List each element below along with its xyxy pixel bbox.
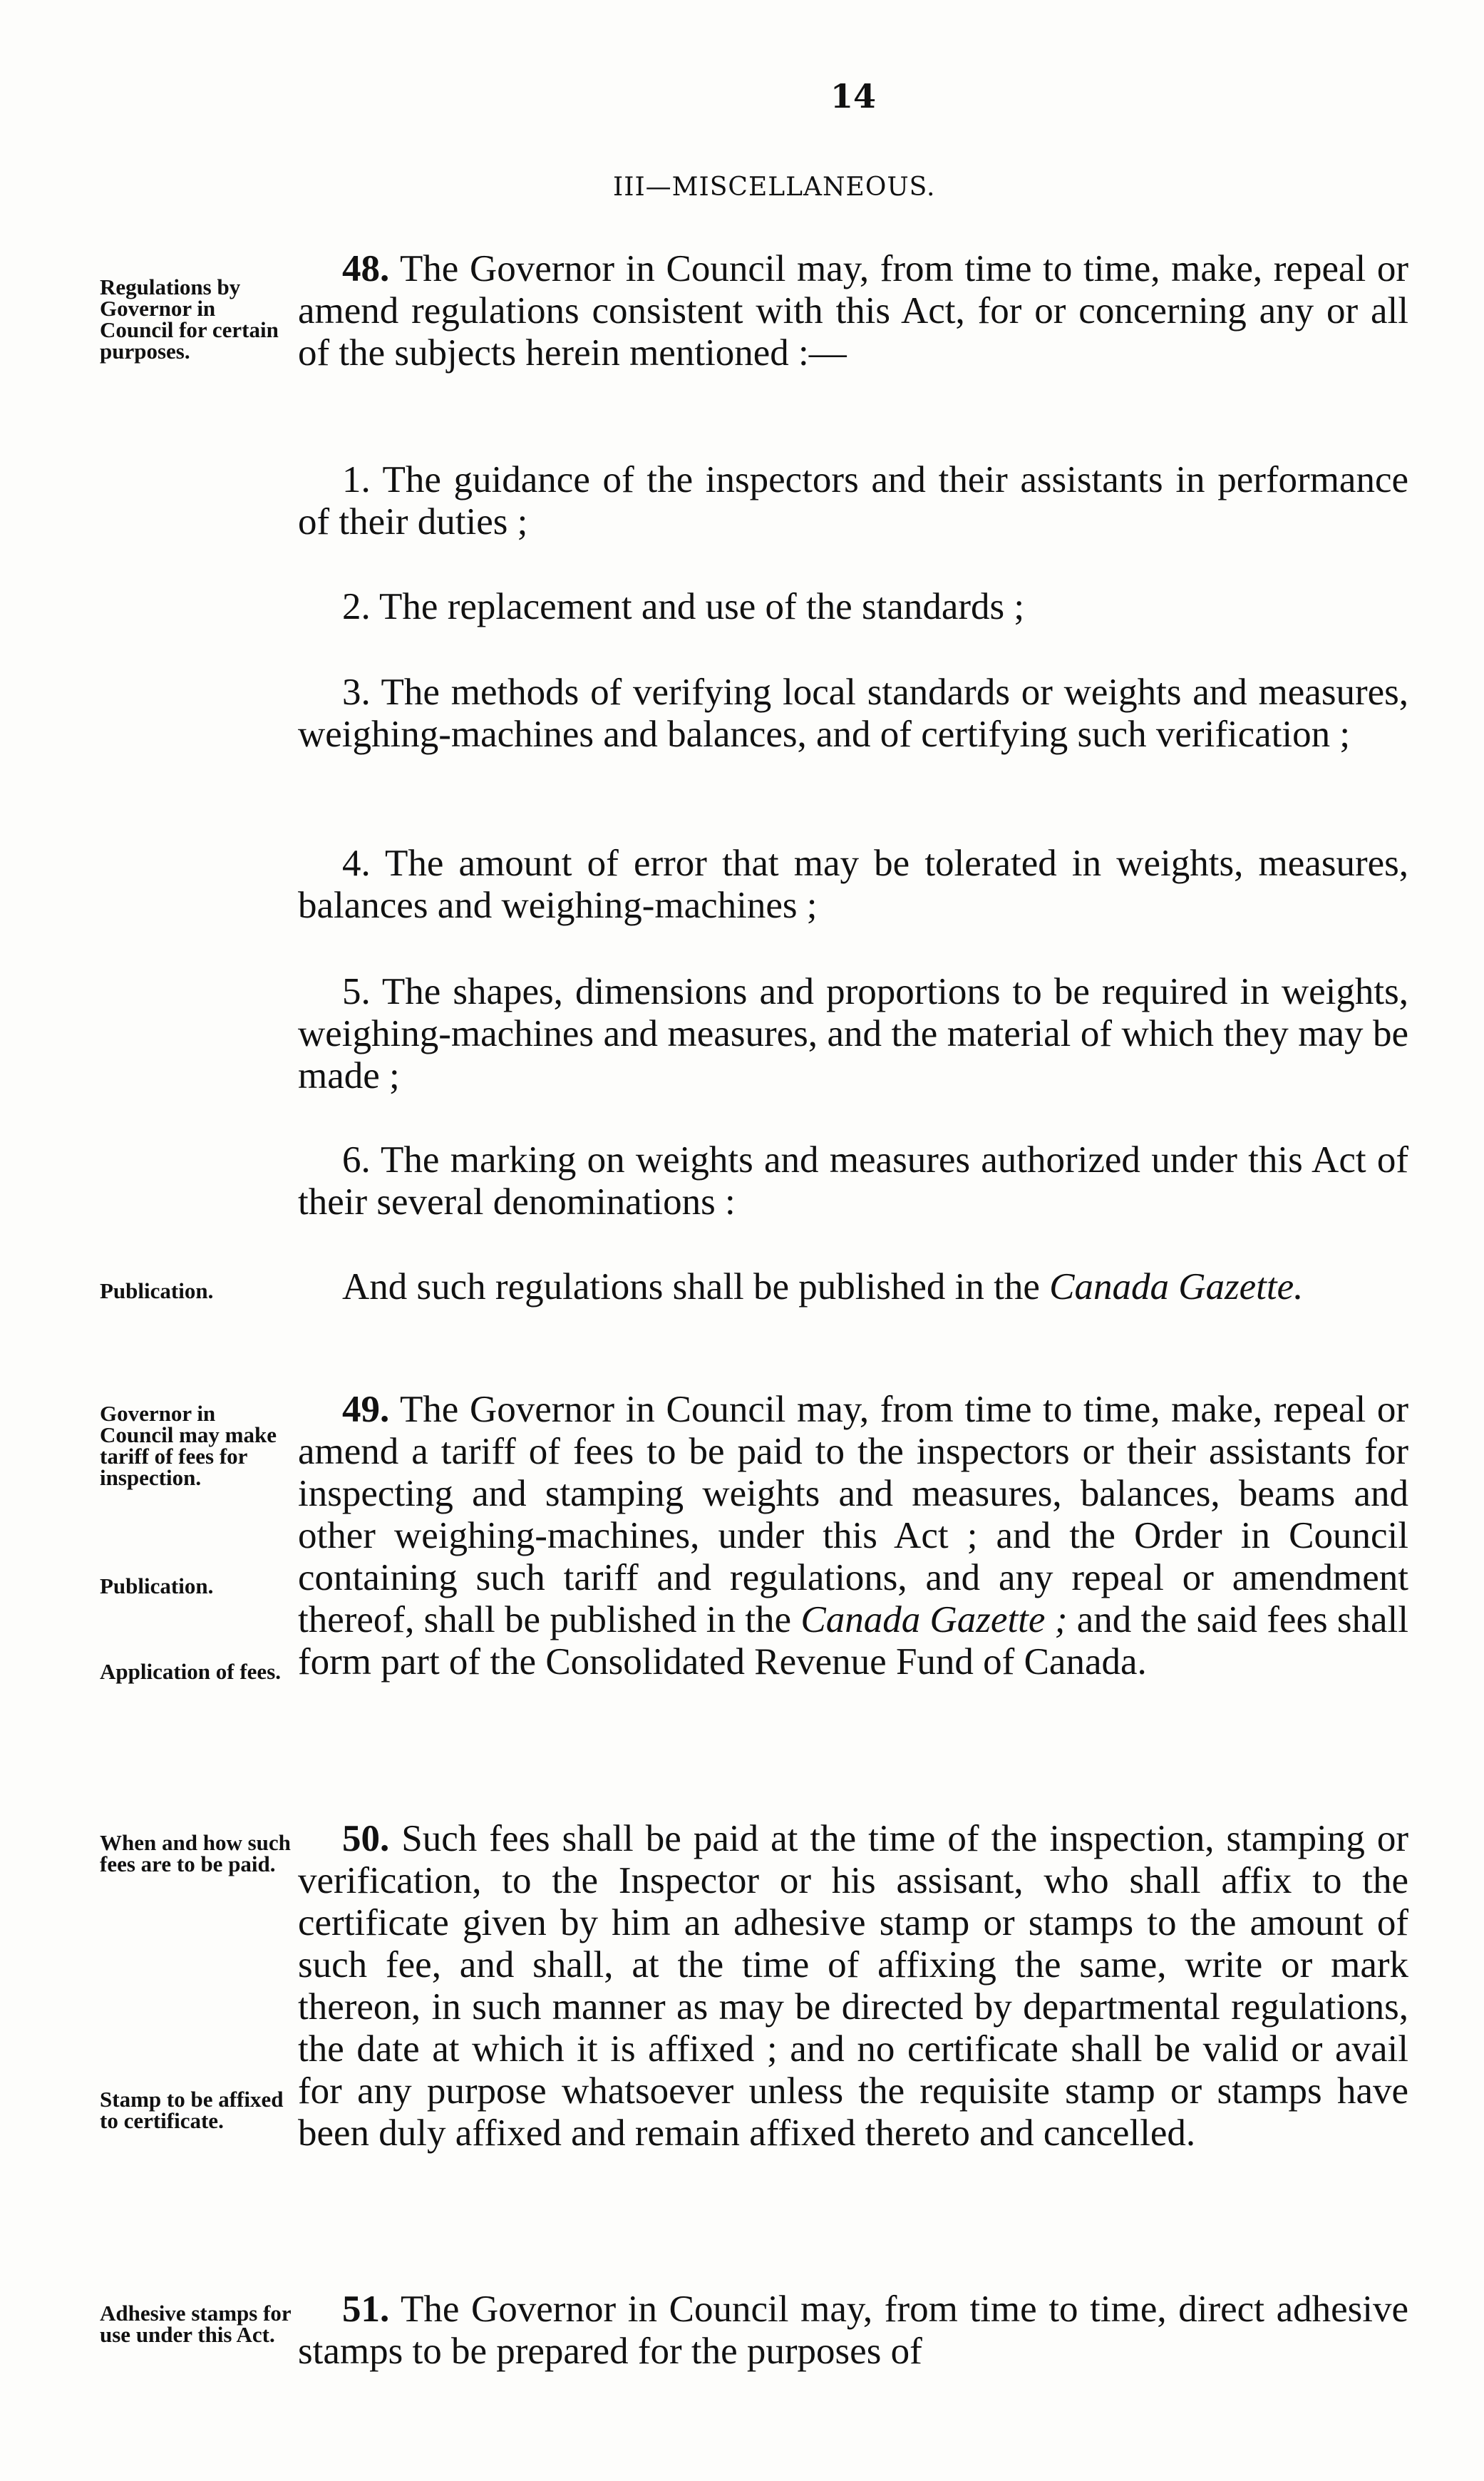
margin-note-governor-tariff: Governor in Council may make tariff of fees for inspection. xyxy=(100,1401,277,1490)
list-item: 3. The methods of verifying local standards or weights and measures, weighing-machines and balances, and of certifying such verification ; xyxy=(298,672,1408,755)
list-item: 2. The replacement and use of the standards ; xyxy=(342,586,1025,627)
list-item: 4. The amount of error that may be tolerated in weights, measures, balances and weighing-machines ; xyxy=(298,843,1408,926)
publication-gazette: Canada Gazette. xyxy=(1049,1266,1304,1308)
list-item: 1. The guidance of the inspectors and their assistants in performance of their duties ; xyxy=(298,459,1408,543)
section-50 xyxy=(298,1818,1408,2154)
page-number: 14 xyxy=(830,77,877,115)
section-text: Such fees shall be paid at the time of the inspection, stamping or verification, to the Inspector or his assisant, who shall affix to the certificate given by him an adhesive stamp or stamps to the amount of such fee, and shall, at the time of affixing the same, write or mark thereon, in such manner as may be directed by departmental regulations, the date at which it is affixed ; and no certificate shall be valid or avail for any purpose whatsoever unless the requisite stamp or stamps have been duly affixed and remain affixed thereto and cancelled. xyxy=(298,1818,1408,2154)
section-49 xyxy=(298,1389,1408,1683)
publication-text: And such regulations shall be published in the xyxy=(342,1266,1040,1308)
margin-note-adhesive: Adhesive stamps for use under this Act. xyxy=(100,2301,292,2347)
margin-note-publication-2: Publication. xyxy=(100,1573,214,1598)
margin-note-application-fees: Application of fees. xyxy=(100,1659,282,1684)
margin-note-stamp-affixed: Stamp to be affixed to certificate. xyxy=(100,2087,284,2133)
margin-note-when-how: When and how such fees are to be paid. xyxy=(100,1830,291,1876)
section-48 xyxy=(298,248,1408,374)
section-heading: III—MISCELLANEOUS. xyxy=(613,173,936,202)
publication-paragraph xyxy=(298,1266,1408,1308)
section-number: 50. xyxy=(342,1818,390,1859)
margin-note-regulations: Regulations by Governor in Council for certain purposes. xyxy=(100,274,279,364)
section-gazette: Canada Gazette ; xyxy=(800,1599,1068,1640)
section-number: 51. xyxy=(342,2289,390,2330)
list-item: 5. The shapes, dimensions and proportions to be required in weights, weighing-machines and measures, and the material of which they may be made ; xyxy=(298,971,1408,1096)
section-text: The Governor in Council may, from time to time, direct adhesive stamps to be prepared for the purposes of xyxy=(298,2289,1409,2372)
margin-note-publication: Publication. xyxy=(100,1278,214,1303)
section-51 xyxy=(298,2289,1408,2373)
section-text: The Governor in Council may, from time to time, make, repeal or amend regulations consistent with this Act, for or concerning any or all of the subjects herein mentioned :— xyxy=(298,248,1409,374)
section-text: The Governor in Council may, from time to time, make, repeal or amend a tariff of fees to be paid to the inspectors or their assistants for inspecting and stamping weights and measures, balances, beams and other weighing-machines, under this Act ; and the Order in Council containing such tariff and regulations, and any repeal or amendment thereof, shall be published in the xyxy=(298,1389,1409,1640)
section-text-end: and the said fees shall form part of the Consolidated Revenue Fund of Canada. xyxy=(298,1599,1408,1683)
list-item: 6. The marking on weights and measures authorized under this Act of their several denominations : xyxy=(298,1139,1408,1223)
section-number: 49. xyxy=(342,1389,390,1430)
section-number: 48. xyxy=(342,248,390,289)
